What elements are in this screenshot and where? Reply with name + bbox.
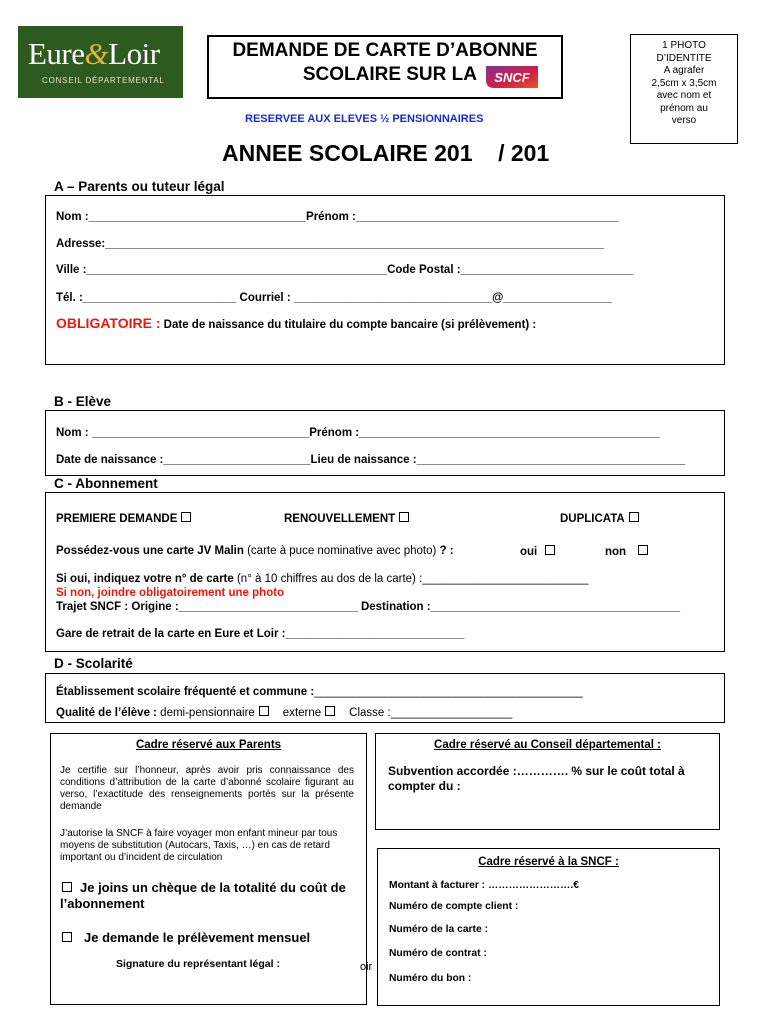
photo-line: D’IDENTITE — [656, 52, 712, 64]
jv-oui-option[interactable] — [520, 545, 555, 558]
premiere-demande-option[interactable] — [56, 512, 191, 525]
demi-pensionnaire-checkbox[interactable] — [259, 706, 269, 716]
parent-contact-field[interactable]: Tél. :________________________ Courriel : _______________________________@_________________ — [56, 292, 613, 304]
photo-line: avec nom et — [656, 90, 712, 101]
birthdate-holder-label: Date de naissance du titulaire du compte bancaire (si prélèvement) : — [160, 319, 537, 331]
demi-pensionnaire-label: demi-pensionnaire — [156, 707, 255, 719]
trajet-field[interactable]: Trajet SNCF : Origine :____________________________ Destination :_______________________________________ — [56, 601, 681, 613]
jv-non-label: non — [605, 546, 627, 558]
card-number-field[interactable] — [56, 573, 589, 585]
photo-line: prénom au — [660, 102, 708, 114]
contrat-field: Numéro de contrat : — [389, 948, 487, 959]
prelevement-label: Je demande le prélèvement mensuel — [84, 930, 311, 945]
form-title-line1: DEMANDE DE CARTE D’ABONNE — [232, 40, 538, 61]
duplicata-label: DUPLICATA — [560, 513, 625, 525]
photo-notice: Si non, joindre obligatoirement une photo — [56, 587, 285, 599]
form-title-line2: SCOLAIRE SUR LA — [302, 64, 477, 85]
sncf-logo-text: SNCF — [494, 70, 530, 85]
birthdate-holder-field[interactable] — [56, 315, 536, 331]
subvention-field: Subvention accordée :…………. % sur le coût total à compter du : — [388, 764, 685, 793]
signature-label: Signature du représentant légal : — [116, 958, 280, 970]
section-b-title: B - Elève — [54, 394, 112, 409]
cheque-checkbox[interactable] — [62, 882, 72, 892]
classe-label: Classe : — [349, 707, 391, 719]
duplicata-option[interactable] — [560, 512, 639, 525]
section-d-title: D - Scolarité — [54, 656, 133, 671]
authorization-text: J’autorise la SNCF à faire voyager mon enfant mineur par tous moyens de substitution (Autocars, Taxis, …) en cas de retard important ou d’incident de circulation — [60, 828, 338, 863]
logo-wordmark: Eure&Loir — [28, 36, 160, 71]
bon-field: Numéro du bon : — [389, 973, 472, 984]
cheque-label: Je joins un chèque de la totalité du coût de l’abonnement — [60, 880, 346, 911]
duplicata-checkbox[interactable] — [629, 512, 639, 522]
etablissement-field[interactable] — [56, 686, 583, 698]
carte-number-field: Numéro de la carte : — [389, 924, 488, 935]
subtitle: RESERVEE AUX ELEVES ½ PENSIONNAIRES — [245, 113, 484, 125]
photo-line: A agrafer — [663, 65, 705, 76]
sncf-logo — [484, 64, 540, 90]
certification-text: Je certifie sur l’honneur, après avoir pris connaissance des conditions d’attribution de la carte d’abonné scolaire figurant au verso, l’exactitude des renseignements portés sur la présente demande — [60, 765, 354, 812]
jv-non-checkbox[interactable] — [638, 545, 648, 555]
qualite-label: Qualité de l’élève : — [56, 707, 157, 719]
externe-checkbox[interactable] — [325, 706, 335, 716]
card-number-label: Si oui, indiquez votre n° de carte — [56, 573, 234, 585]
renouvellement-label: RENOUVELLEMENT — [284, 513, 396, 525]
etablissement-line: __________________________________________ — [314, 686, 583, 698]
jv-malin-question — [56, 545, 454, 557]
jv-non-option[interactable] — [605, 545, 648, 558]
student-birth-field[interactable]: Date de naissance :_______________________Lieu de naissance :__________________________________________ — [56, 454, 686, 466]
parent-address-field[interactable]: Adresse:______________________________________________________________________________ — [56, 238, 605, 250]
section-b-box — [45, 410, 725, 476]
section-c-title: C - Abonnement — [54, 476, 158, 491]
premiere-demande-label: PREMIERE DEMANDE — [56, 513, 178, 525]
premiere-demande-checkbox[interactable] — [181, 512, 191, 522]
parent-city-field[interactable]: Ville :_______________________________________________Code Postal :___________________________ — [56, 264, 634, 276]
parent-name-field[interactable]: Nom :__________________________________Prénom :_________________________________________ — [56, 211, 619, 223]
gare-field[interactable]: Gare de retrait de la carte en Eure et Loir :____________________________ — [56, 628, 465, 640]
compte-client-field: Numéro de compte client : — [389, 901, 519, 912]
sncf-box-title: Cadre réservé à la SNCF : — [478, 856, 619, 868]
qualite-field — [56, 706, 512, 719]
card-number-line: __________________________ — [422, 573, 589, 585]
jv-oui-checkbox[interactable] — [545, 545, 555, 555]
section-a-title: A – Parents ou tuteur légal — [54, 179, 225, 194]
card-number-paren: (n° à 10 chiffres au dos de la carte) : — [233, 573, 423, 585]
school-year: ANNEE SCOLAIRE 201 / 201 — [222, 140, 550, 166]
conseil-box-title: Cadre réservé au Conseil départemental : — [434, 739, 661, 751]
photo-line: 2,5cm x 3,5cm — [651, 77, 717, 89]
montant-field: Montant à facturer : …………………….€ — [389, 880, 579, 891]
obligatoire-label: OBLIGATOIRE : — [56, 315, 161, 331]
jv-question-label: Possédez-vous une carte JV Malin — [56, 545, 244, 557]
etablissement-label: Établissement scolaire fréquenté et commune : — [56, 686, 315, 698]
jv-oui-label: oui — [520, 546, 538, 558]
prelevement-checkbox[interactable] — [62, 932, 72, 942]
renouvellement-checkbox[interactable] — [399, 512, 409, 522]
renouvellement-option[interactable] — [284, 512, 409, 525]
eure-et-loir-logo — [18, 26, 183, 98]
logo-subtitle: CONSEIL DÉPARTEMENTAL — [42, 76, 165, 85]
parents-box-title: Cadre réservé aux Parents — [135, 739, 282, 751]
jv-question-mark: ? : — [439, 545, 454, 557]
photo-box — [630, 34, 738, 144]
photo-line: 1 PHOTO — [662, 40, 706, 51]
student-name-field[interactable]: Nom : __________________________________Prénom :_______________________________________________ — [56, 427, 660, 439]
jv-question-paren: (carte à puce nominative avec photo) — [243, 545, 440, 557]
prelevement-option[interactable] — [60, 930, 310, 945]
classe-line[interactable]: ___________________ — [390, 707, 513, 719]
cheque-option[interactable] — [60, 880, 360, 912]
externe-label: externe — [282, 707, 322, 719]
photo-line: verso — [671, 115, 697, 126]
stray-text: oir — [360, 961, 373, 973]
